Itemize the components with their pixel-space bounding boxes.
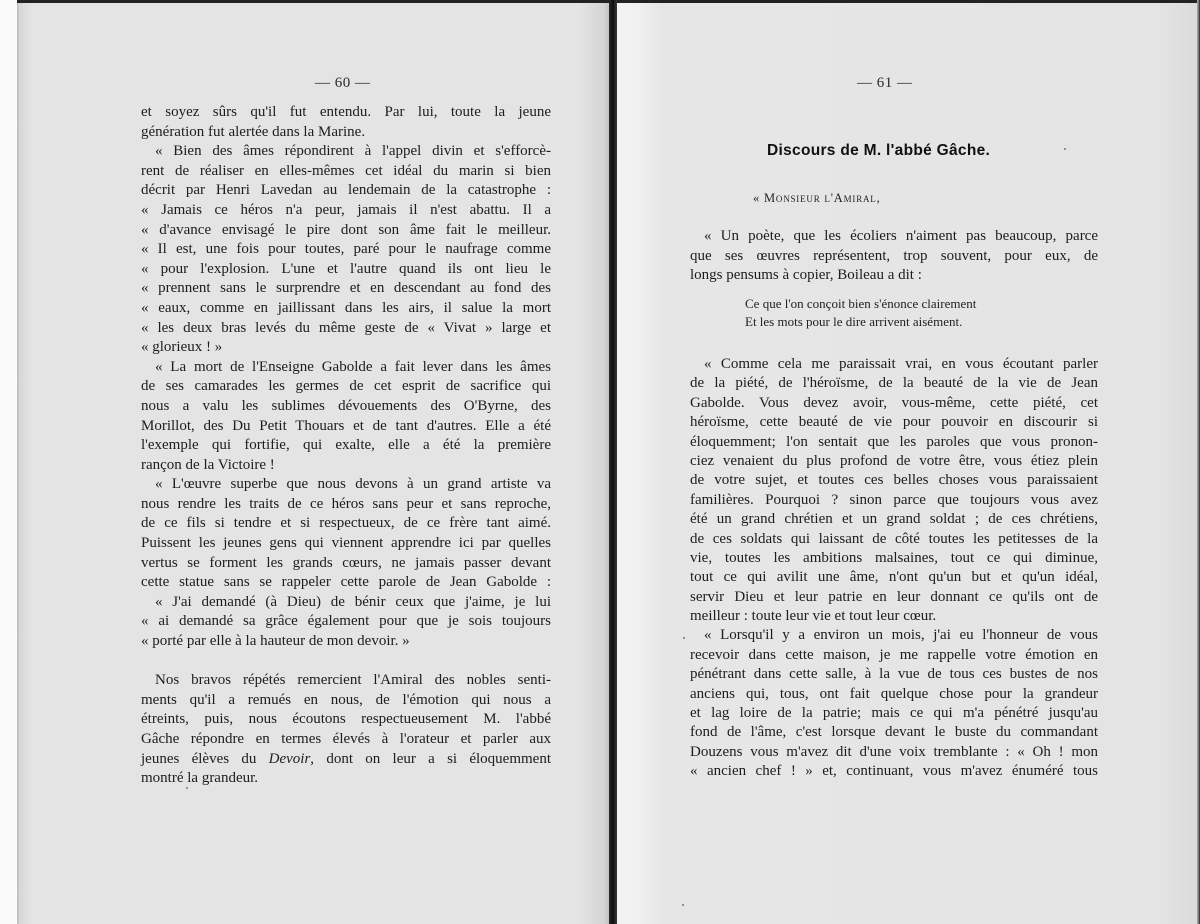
- text-line: et lag loire de la patrie; mais ce qui m'a pénétré jusqu'au: [690, 705, 1098, 722]
- text-line: meilleur : toute leur vie et tout leur cœur.: [690, 608, 937, 625]
- text-line: de ces soldats qui laissant de côté toutes les petitesses de la: [690, 530, 1098, 547]
- text-line: éloquemment; l'on sentait que les paroles que vous pronon-: [690, 433, 1098, 450]
- text-line: tout ce qui avilit une âme, n'ont qu'un but et qu'un idéal,: [690, 569, 1098, 586]
- page-number-right: — 61 —: [857, 75, 913, 91]
- text-line: rançon de la Victoire !: [141, 456, 275, 473]
- text-line: pénétrant dans cette salle, à la vue de tous ces bustes de nos: [690, 666, 1098, 683]
- text-line: Gabolde. Vous devez avoir, vous-même, cette piété, cet: [690, 394, 1098, 411]
- text-line: « pour l'explosion. L'une et l'autre quand ils ont lieu le: [141, 260, 551, 277]
- text-line: de ses camarades les germes de cet esprit de sacrifice qui: [141, 378, 551, 395]
- text-line: héroïsme, cette beauté de vie pour pouvoir en discourir si: [690, 414, 1098, 431]
- verse-line: Ce que l'on conçoit bien s'énonce clairement: [745, 296, 977, 311]
- text-line: recevoir dans cette maison, je me rappelle votre émotion en: [690, 646, 1098, 663]
- text-line: ciez venaient du plus profond de votre être, vous étiez plein: [690, 452, 1098, 469]
- scan-speck: [1064, 148, 1066, 150]
- text-line: « les deux bras levés du même geste de « Vivat » large et: [141, 319, 551, 336]
- text-line: « Un poète, que les écoliers n'aiment pas beaucoup, parce: [704, 228, 1098, 244]
- text-line: « J'ai demandé (à Dieu) de bénir ceux que j'aime, je lui: [155, 593, 551, 610]
- text-line: longs pensums à copier, Boileau a dit :: [690, 267, 922, 284]
- text-line: cette statue sans se rappeler cette parole de Jean Gabolde :: [141, 574, 551, 591]
- scanner-bed-margin: [0, 0, 17, 924]
- scan-speck: [683, 637, 685, 639]
- text-run: , dont on leur a si éloquemment: [310, 750, 551, 767]
- page-top-edge-right: [617, 0, 1197, 3]
- scan-speck: [682, 904, 684, 906]
- text-line: vie, toutes les ambitions malsaines, tout ce qui diminue,: [690, 549, 1098, 566]
- text-line: « eaux, comme en jaillissant dans les airs, il salue la mort: [141, 299, 551, 316]
- text-line: « glorieux ! »: [141, 339, 223, 356]
- text-line: Nos bravos répétés remercient l'Amiral des nobles senti-: [155, 672, 551, 689]
- text-line: fond de l'âme, c'est lorsque devant le buste du commandant: [690, 724, 1098, 741]
- text-line: que ses œuvres représentent, trop souvent, pour eux, de: [690, 247, 1098, 264]
- right-page: [617, 0, 1197, 924]
- text-line: et soyez sûrs qu'il fut entendu. Par lui, toute la jeune: [141, 104, 551, 120]
- text-line: Gâche répondre en termes élevés à l'orateur et parler aux: [141, 731, 551, 747]
- text-line: Morillot, des Du Petit Thouars et de tant d'autres. Elle a été: [141, 417, 551, 434]
- boileau-verse: [745, 295, 976, 331]
- paragraph-gap: [141, 652, 551, 672]
- text-line: [141, 750, 551, 770]
- text-line: ments qu'il a remués en nous, de l'émotion qui nous a: [141, 691, 551, 708]
- italic-title: Devoir: [268, 750, 311, 767]
- section-heading: Discours de M. l'abbé Gâche.: [767, 142, 991, 159]
- text-line: « d'avance envisagé le pire dont son âme fait le meilleur.: [141, 221, 551, 238]
- text-line: Puissent les jeunes gens qui viennent apprendre ici par quelles: [141, 535, 551, 552]
- text-line: de ce fils si tendre et si respectueux, de ce frère tant aimé.: [141, 515, 551, 532]
- text-run: jeunes élèves du: [141, 750, 269, 767]
- left-page: [17, 0, 611, 924]
- speech-body: [690, 355, 1098, 782]
- page-number-left: — 60 —: [315, 75, 371, 91]
- text-line: « ancien chef ! » et, continuant, vous m'avez énuméré tous: [690, 763, 1098, 780]
- text-line: « Comme cela me paraissait vrai, en vous écoutant parler: [704, 356, 1098, 372]
- text-line: vertus se forment les grands cœurs, ne jamais passer devant: [141, 554, 551, 571]
- verse-line: Et les mots pour le dire arrivent aisément.: [745, 314, 963, 329]
- text-line: été un grand chrétien et un grand soldat ; de ces chrétiens,: [690, 511, 1098, 528]
- text-line: « ai demandé sa grâce également pour que je sois toujours: [141, 613, 551, 630]
- text-line: nous rendre les traits de ce héros sans peur et sans reproche,: [141, 495, 551, 512]
- text-line: étreints, puis, nous écoutons respectueusement M. l'abbé: [141, 711, 551, 728]
- text-line: décrit par Henri Lavedan au lendemain de la catastrophe :: [141, 182, 551, 199]
- text-line: « Bien des âmes répondirent à l'appel divin et s'efforcè-: [155, 143, 551, 160]
- text-line: génération fut alertée dans la Marine.: [141, 123, 366, 140]
- text-line: anciens qui, tous, ont fait quelque chose pour la grandeur: [690, 685, 1098, 702]
- text-line: « Il est, une fois pour toutes, paré pour le naufrage comme: [141, 241, 551, 258]
- text-line: familières. Pourquoi ? sinon parce que toujours vous avez: [690, 491, 1098, 508]
- text-line: « porté par elle à la hauteur de mon devoir. »: [141, 633, 410, 650]
- text-line: « La mort de l'Enseigne Gabolde a fait lever dans les âmes: [155, 358, 551, 375]
- text-line: l'exemple qui fortifie, qui exalte, elle a été la première: [141, 437, 551, 454]
- text-line: « Jamais ce héros n'a peur, jamais il n'est abattu. Il a: [141, 201, 551, 218]
- salutation: « Monsieur l'Amiral,: [753, 191, 881, 205]
- left-page-body: [141, 103, 551, 789]
- text-line: « prennent sans le surprendre et en descendant au fond des: [141, 280, 551, 297]
- text-line: Douzens vous m'avez dit d'une voix tremblante : « Oh ! mon: [690, 743, 1098, 760]
- scan-speck: [186, 787, 188, 789]
- text-line: montré la grandeur.: [141, 770, 259, 787]
- text-line: de la piété, de l'héroïsme, de la beauté de la vie de Jean: [690, 375, 1098, 392]
- speech-intro-paragraph: [690, 227, 1098, 286]
- text-line: servir Dieu et leur patrie en leur donnant ce qu'ils ont de: [690, 588, 1098, 605]
- text-line: rent de réaliser en elles-mêmes cet idéal du marin si bien: [141, 162, 551, 179]
- text-line: « Lorsqu'il y a environ un mois, j'ai eu l'honneur de vous: [704, 627, 1098, 644]
- book-spine: [609, 0, 617, 924]
- page-top-edge-left: [17, 0, 609, 3]
- text-line: nous a valu les sublimes dévouements des O'Byrne, des: [141, 397, 551, 414]
- text-line: « L'œuvre superbe que nous devons à un grand artiste va: [155, 476, 551, 493]
- text-line: de votre sujet, et toutes ces belles choses vous paraissaient: [690, 472, 1098, 489]
